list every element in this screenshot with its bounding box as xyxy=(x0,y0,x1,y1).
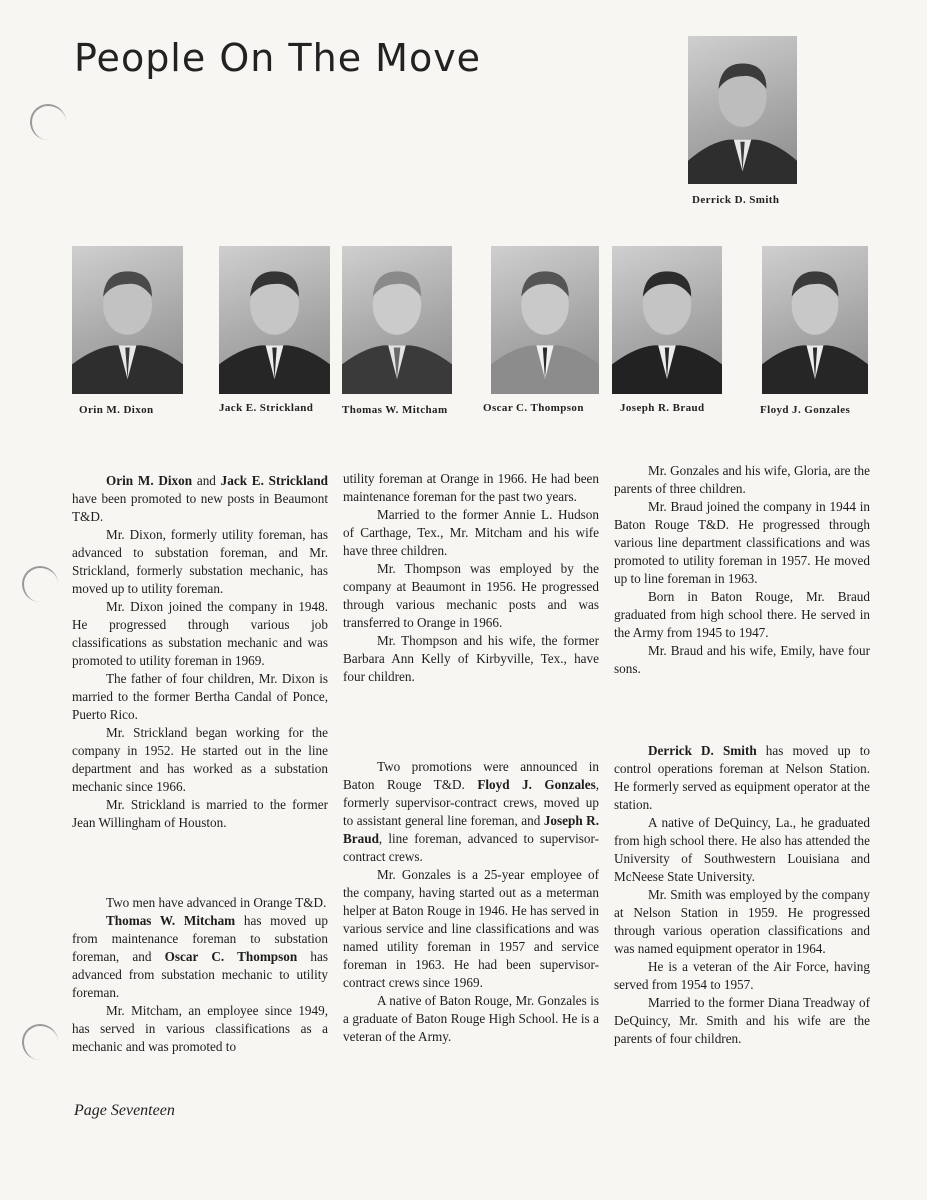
paragraph xyxy=(72,472,328,526)
portrait-floyd-gonzales xyxy=(762,246,868,394)
paragraph: Mr. Smith was employed by the company at Nelson Station in 1959. He progressed through various operation classifications and was named equipment operator in 1964. xyxy=(614,887,870,956)
paragraph: Married to the former Annie L. Hudson of Carthage, Tex., Mr. Mitcham and his wife have three children. xyxy=(343,507,599,558)
spacer xyxy=(343,686,599,758)
portrait-oscar-thompson xyxy=(491,246,599,394)
paragraph: utility foreman at Orange in 1966. He had been maintenance foreman for the past two years. xyxy=(343,471,599,504)
text: and xyxy=(192,473,221,488)
column-1 xyxy=(72,472,328,1056)
portrait-thomas-mitcham xyxy=(342,246,452,394)
caption-oscar-thompson: Oscar C. Thompson xyxy=(483,402,584,414)
text: , line foreman, advanced to supervisor-contract crews. xyxy=(343,831,599,864)
portrait-silhouette xyxy=(491,246,599,394)
paragraph: Mr. Thompson and his wife, the former Barbara Ann Kelly of Kirbyville, Tex., have four children. xyxy=(343,633,599,684)
binder-hole-middle xyxy=(22,566,58,602)
page-number: Page Seventeen xyxy=(74,1102,175,1119)
paragraph: Mr. Braud and his wife, Emily, have four sons. xyxy=(614,643,870,676)
paragraph: Born in Baton Rouge, Mr. Braud graduated from high school there. He served in the Army from 1945 to 1947. xyxy=(614,589,870,640)
portrait-silhouette xyxy=(219,246,330,394)
paragraph: Mr. Gonzales and his wife, Gloria, are the parents of three children. xyxy=(614,463,870,496)
text: has moved up from maintenance foreman to substation foreman, and xyxy=(72,913,328,964)
binder-hole-bottom xyxy=(22,1024,58,1060)
column-3 xyxy=(614,462,870,1048)
paragraph: A native of Baton Rouge, Mr. Gonzales is a graduate of Baton Rouge High School. He is a veteran of the Army. xyxy=(343,993,599,1044)
caption-floyd-gonzales: Floyd J. Gonzales xyxy=(760,404,851,416)
paragraph: The father of four children, Mr. Dixon is married to the former Bertha Candal of Ponce, Puerto Rico. xyxy=(72,671,328,722)
name-thomas-mitcham: Thomas W. Mitcham xyxy=(106,913,236,928)
spacer xyxy=(614,678,870,742)
portrait-derrick-smith xyxy=(688,36,797,184)
caption-derrick-smith: Derrick D. Smith xyxy=(692,194,780,206)
text: Two promotions were announced in Baton Rouge T&D. xyxy=(343,759,599,792)
name-joseph-braud: Joseph R. Braud xyxy=(343,813,599,846)
paragraph: Mr. Strickland began working for the company in 1952. He started out in the line department and has worked as a substation mechanic since 1966. xyxy=(72,725,328,794)
caption-orin-dixon: Orin M. Dixon xyxy=(79,404,154,416)
name-derrick-smith: Derrick D. Smith xyxy=(648,743,757,758)
paragraph xyxy=(343,758,599,866)
paragraph: Mr. Strickland is married to the former Jean Willingham of Houston. xyxy=(72,797,328,830)
paragraph: He is a veteran of the Air Force, having served from 1954 to 1957. xyxy=(614,959,870,992)
portrait-silhouette xyxy=(72,246,183,394)
paragraph: Mr. Dixon joined the company in 1948. He progressed through various job classifications as substation mechanic and was promoted to utility foreman in 1969. xyxy=(72,599,328,668)
paragraph: Two men have advanced in Orange T&D. xyxy=(106,895,327,910)
name-jack-strickland: Jack E. Strickland xyxy=(220,473,329,488)
paragraph: A native of DeQuincy, La., he graduated from high school there. He also has attended the University of Southwestern Louisiana and McNeese State University. xyxy=(614,815,870,884)
name-oscar-thompson: Oscar C. Thompson xyxy=(164,949,298,964)
paragraph: Mr. Gonzales is a 25-year employee of the company, having started out as a meterman helper at Baton Rouge in 1946. He has served in various service and line classifications and was named utility foreman in 1957 and service foreman in 1963. He had been supervisor-contract crews since 1969. xyxy=(343,867,599,990)
caption-joseph-braud: Joseph R. Braud xyxy=(620,402,705,414)
paragraph: Married to the former Diana Treadway of DeQuincy, Mr. Smith and his wife are the parents of four children. xyxy=(614,995,870,1046)
paragraph xyxy=(72,912,328,1002)
text: has advanced from substation mechanic to utility foreman. xyxy=(72,949,328,1000)
portrait-silhouette xyxy=(612,246,722,394)
portrait-silhouette xyxy=(688,36,797,184)
paragraph: Mr. Dixon, formerly utility foreman, has advanced to substation foreman, and Mr. Strickland, formerly substation mechanic, has moved up to utility foreman. xyxy=(72,527,328,596)
text: , formerly supervisor-contract crews, moved up to assistant general line foreman, and xyxy=(343,777,600,828)
name-orin-dixon: Orin M. Dixon xyxy=(106,473,193,488)
caption-jack-strickland: Jack E. Strickland xyxy=(219,402,314,414)
caption-thomas-mitcham: Thomas W. Mitcham xyxy=(342,404,448,416)
name-floyd-gonzales: Floyd J. Gonzales xyxy=(477,777,596,792)
paragraph: Mr. Braud joined the company in 1944 in Baton Rouge T&D. He progressed through various line department classifications and was promoted to utility foreman in 1957. He moved up to line foreman in 1963. xyxy=(614,499,870,586)
page-title: People On The Move xyxy=(74,36,482,80)
text: has moved up to control operations foreman at Nelson Station. He formerly served as equipment operator at the station. xyxy=(614,743,870,812)
portrait-joseph-braud xyxy=(612,246,722,394)
paragraph: Mr. Thompson was employed by the company at Beaumont in 1956. He progressed through various mechanic posts and was transferred to Orange in 1966. xyxy=(343,561,599,630)
paragraph: Mr. Mitcham, an employee since 1949, has served in various classifications as a mechanic and was promoted to xyxy=(72,1003,328,1054)
portrait-silhouette xyxy=(342,246,452,394)
portrait-silhouette xyxy=(762,246,868,394)
text: have been promoted to new posts in Beaumont T&D. xyxy=(72,491,328,524)
portrait-orin-dixon xyxy=(72,246,183,394)
spacer xyxy=(72,832,328,894)
binder-hole-top xyxy=(30,104,66,140)
paragraph xyxy=(614,742,870,814)
portrait-jack-strickland xyxy=(219,246,330,394)
column-2 xyxy=(343,470,599,1046)
